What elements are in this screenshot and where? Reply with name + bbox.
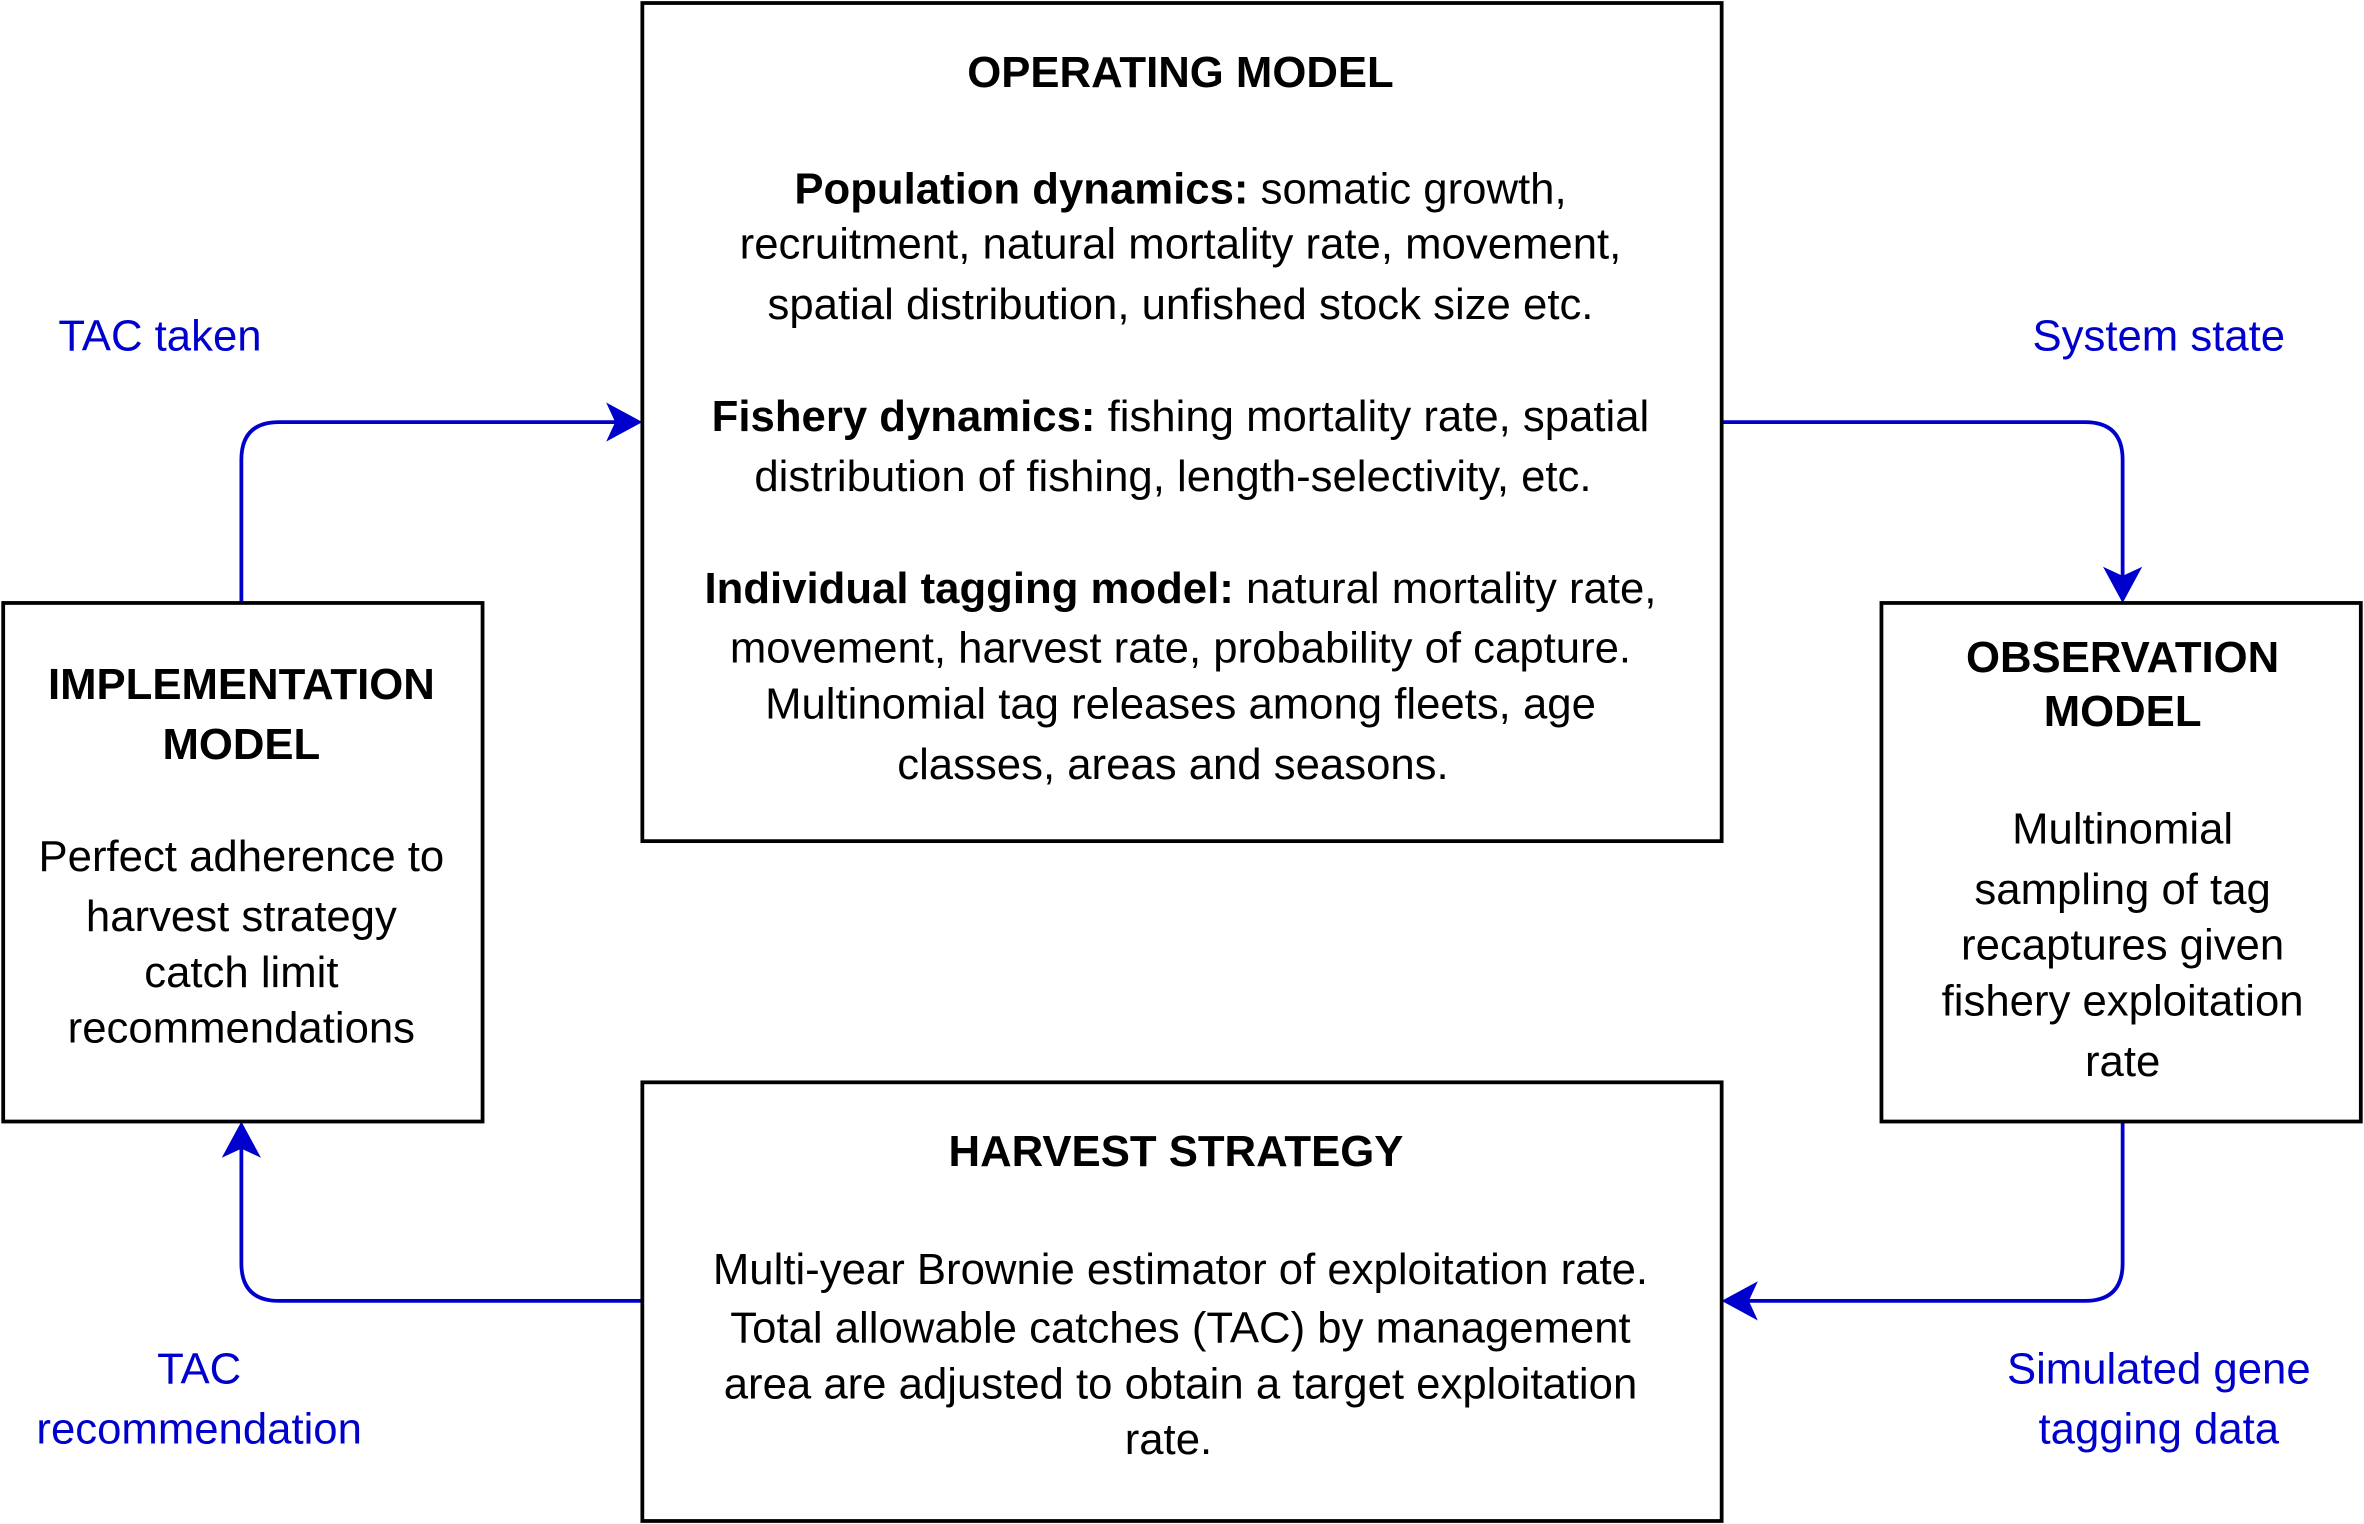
harvest-strategy-text: rate. [1124,1415,1213,1465]
edge-simulated-data [1722,1122,2123,1321]
population-dynamics-line: Population dynamics: somatic growth, [794,163,1567,213]
observation-model-text: sampling of tag [1974,864,2271,914]
observation-model-box [1881,603,2360,1122]
observation-model-text: rate [2084,1036,2161,1086]
edge-tac-recommendation [222,1122,643,1301]
implementation-model-text: recommendations [67,1003,416,1053]
operating-model-title: OPERATING MODEL [967,47,1394,97]
label-tac-recommendation: recommendation [36,1404,362,1454]
observation-model-text: fishery exploitation [1941,976,2304,1026]
observation-model-title: OBSERVATION [1966,632,2280,682]
implementation-model-title: MODEL [162,720,321,770]
observation-model-text: recaptures given [1961,920,2285,970]
fishery-dynamics-line: distribution of fishing, length-selectivity, etc. [754,451,1592,501]
implementation-model-text: harvest strategy [85,892,397,942]
label-simulated-data: tagging data [2038,1404,2280,1454]
implementation-model-text: catch limit [144,947,339,997]
implementation-model-title: IMPLEMENTATION [47,659,435,709]
harvest-strategy-text: Multi-year Brownie estimator of exploitation rate. [712,1244,1649,1294]
tagging-model-line: Individual tagging model: natural mortality rate, [704,563,1657,613]
harvest-strategy-title: HARVEST STRATEGY [948,1127,1404,1177]
population-dynamics-line: recruitment, natural mortality rate, movement, [739,219,1622,269]
harvest-strategy-text: Total allowable catches (TAC) by management [730,1303,1631,1353]
label-tac-recommendation: TAC [157,1344,242,1394]
label-simulated-data: Simulated gene [2006,1344,2311,1394]
edge-system-state [1722,422,2143,603]
population-dynamics-line: spatial distribution, unfished stock size etc. [767,280,1594,330]
harvest-strategy-box [642,1082,1721,1521]
observation-model-text: Multinomial [2012,804,2234,854]
harvest-strategy-text: area are adjusted to obtain a target exploitation [723,1359,1638,1409]
label-tac-taken: TAC taken [58,311,262,361]
operating-model-box [642,3,1721,841]
tagging-model-line: Multinomial tag releases among fleets, age [765,679,1596,729]
tagging-model-line: classes, areas and seasons. [897,739,1449,789]
implementation-model-box [3,603,482,1122]
label-system-state: System state [2032,311,2286,361]
implementation-model-text: Perfect adherence to [38,831,445,881]
fishery-dynamics-line: Fishery dynamics: fishing mortality rate, spatial [711,391,1650,441]
edge-tac-taken [241,402,642,602]
tagging-model-line: movement, harvest rate, probability of capture. [729,623,1632,673]
observation-model-title: MODEL [2043,687,2202,737]
